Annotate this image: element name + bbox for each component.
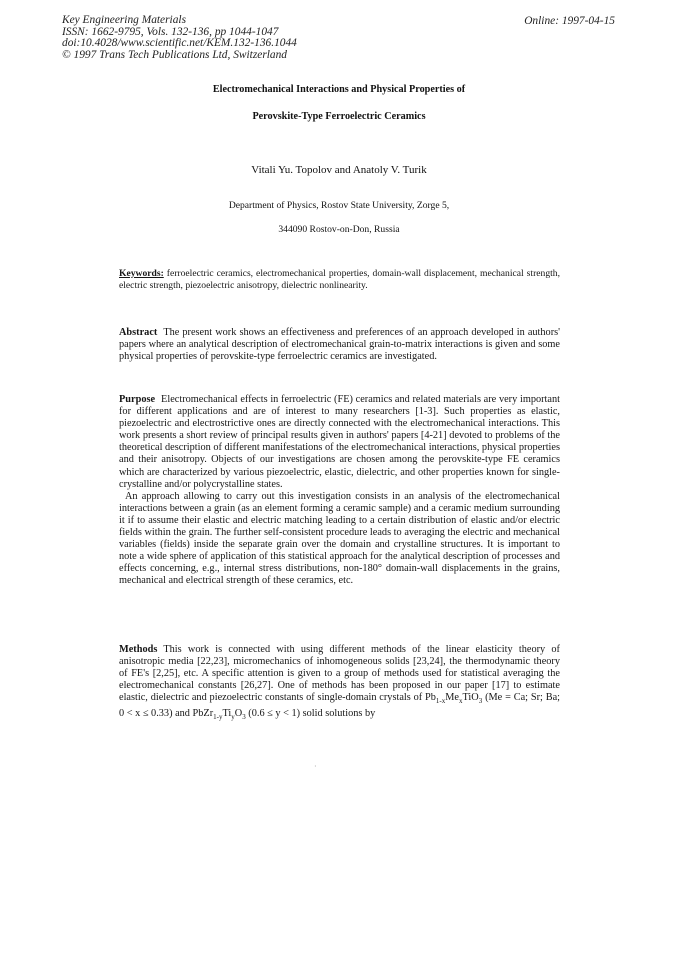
methods-text: This work is connected with using different methods of the linear elasticity theory of anisotropic media [22,23], micromechanics of inhomogeneous solids [23,24], the thermodynamic theory of FE's [2,25], etc. A specific attention is given to a group of methods used for statistical averaging the electromechanical constants [26,27]. One of methods has been proposed in our paper [17] to estimate elastic, dielectric and piezoelectric constants of single-domain crystals of <box>119 644 560 704</box>
formula-pbzrtio3: $PbZr_{1-y}Ti_yO_3$ <box>192 707 246 721</box>
issn-line: ISSN: 1662-9795, Vols. 132-136, pp 1044-1047 <box>62 25 279 38</box>
page-dot-mark: · <box>314 762 317 771</box>
purpose-text: Electromechanical effects in ferroelectric (FE) ceramics and related materials are very important for different applications and are of interest to many researchers [1-3]. Such properties as elastic, piezoelectric and electrostrictive ones are directly connected with the electromechanical interactions. This work presents a short review of principal results given in authors' papers [4-21] devoted to problems of the theoretical description of different manifestations of the electromechanical interactions, physical properties and their anisotropy. Objects of our investigations are chosen among the perovskite-type FE ceramics which are characterized by various piezoelectric, elastic, dielectric, and other properties known for single-crystalline and/or polycrystalline states. <box>119 394 560 490</box>
methods-section <box>119 644 560 723</box>
keywords-text: ferroelectric ceramics, electromechanical properties, domain-wall displacement, mechanical strength, electric strength, piezoelectric anisotropy, dielectric nonlinearity. <box>119 268 560 291</box>
methods-condition-2: (0.6 ≤ y < 1) solid solutions by <box>248 707 376 719</box>
abstract-text: The present work shows an effectiveness and preferences of an approach developed in authors' papers where an analytical description of electromechanical grain-to-matrix interactions is given and some physical properties of perovskite-type ferroelectric ceramics are investigated. <box>119 327 560 363</box>
paper-title-line-1: Electromechanical Interactions and Physical Properties of <box>212 84 466 95</box>
affiliation-line-2: 344090 Rostov-on-Don, Russia <box>278 224 400 235</box>
doi-line[interactable]: doi:10.4028/www.scientific.net/KEM.132-136.1044 <box>62 37 297 49</box>
keywords-label: Keywords: <box>119 268 164 279</box>
abstract-label: Abstract <box>119 327 158 338</box>
affiliation-line-1: Department of Physics, Rostov State University, Zorge 5, <box>228 200 450 211</box>
journal-name: Key Engineering Materials <box>62 14 187 26</box>
copyright-line: © 1997 Trans Tech Publications Ltd, Switzerland <box>62 48 287 61</box>
authors: Vitali Yu. Topolov and Anatoly V. Turik <box>251 164 427 176</box>
abstract-section <box>119 327 560 363</box>
purpose-section <box>119 394 560 588</box>
purpose-label: Purpose <box>119 394 156 405</box>
methods-label: Methods <box>119 644 158 655</box>
paper-title-line-2: Perovskite-Type Ferroelectric Ceramics <box>252 111 426 122</box>
formula-pbmetio3: $Pb_{1-x}Me_xTiO_3$ <box>425 692 483 706</box>
purpose-paragraph-2: An approach allowing to carry out this investigation consists in an analysis of the electromechanical interactions between a grain (as an element forming a ceramic sample) and a ceramic medium surrounding it if to assume their elastic and electric matching leading to a certain distribution of elastic and/or electric fields within the grain. The further self-consistent procedure leads to averaging the electric and mechanical variables (fields) inside the separate grain over the domain and crystalline structures. It is important to note a wide sphere of application of this statistical approach for the analytical description of processes and effects concerning, e.g., internal stress distributions, non-180° domain-wall displacements in the grains, mechanical and electrical strength of these ceramics, etc. <box>119 490 560 587</box>
journal-header <box>62 15 297 61</box>
methods-condition-1: (Me = Ca; Sr; Ba; 0 < x ≤ 0.33) and <box>119 692 561 719</box>
keywords-section <box>119 268 560 292</box>
online-date: Online: 1997-04-15 <box>524 15 615 27</box>
